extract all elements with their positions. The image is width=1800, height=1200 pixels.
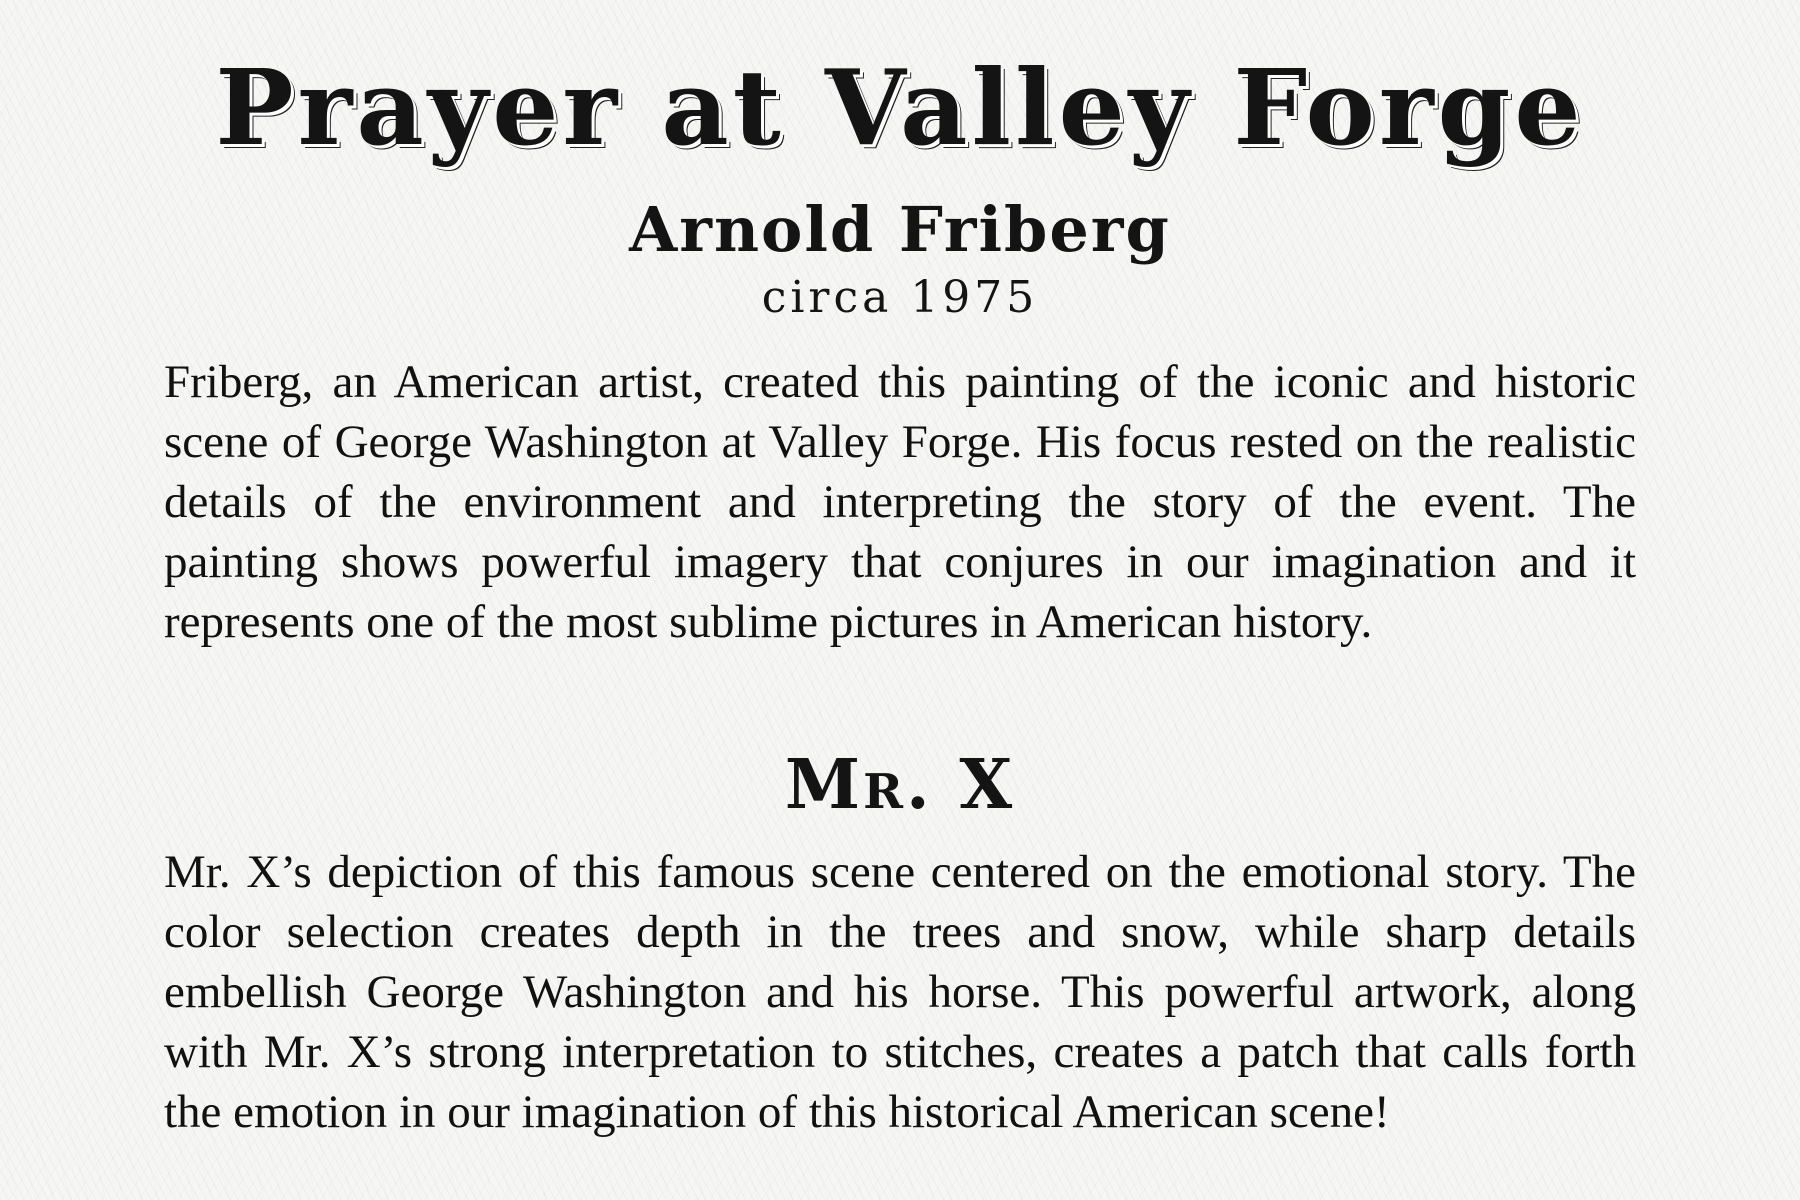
artwork-date: circa 1975 [761, 272, 1039, 323]
mr-x-description: Mr. X’s depiction of this famous scene centered on the emotional story. The color selection creates depth in the trees and snow, while sharp details embellish George Washington and his horse. This powerful artwork, along with Mr. X’s strong interpretation to stitches, creates a patch that calls forth the emotion in our imagination of this historical American scene! [164, 846, 1636, 1138]
page-title: Prayer at Valley Forge [215, 46, 1585, 169]
section-heading-mr-x: Mr. X [784, 745, 1016, 825]
friberg-description: Friberg, an American artist, created this painting of the iconic and historic scene of George Washington at Valley Forge. His focus rested on the realistic details of the environment and interpreting the story of the event. The painting shows powerful imagery that conjures in our imagination and it represents one of the most sublime pictures in American history. [164, 356, 1636, 648]
artist-name: Arnold Friberg [629, 193, 1171, 266]
